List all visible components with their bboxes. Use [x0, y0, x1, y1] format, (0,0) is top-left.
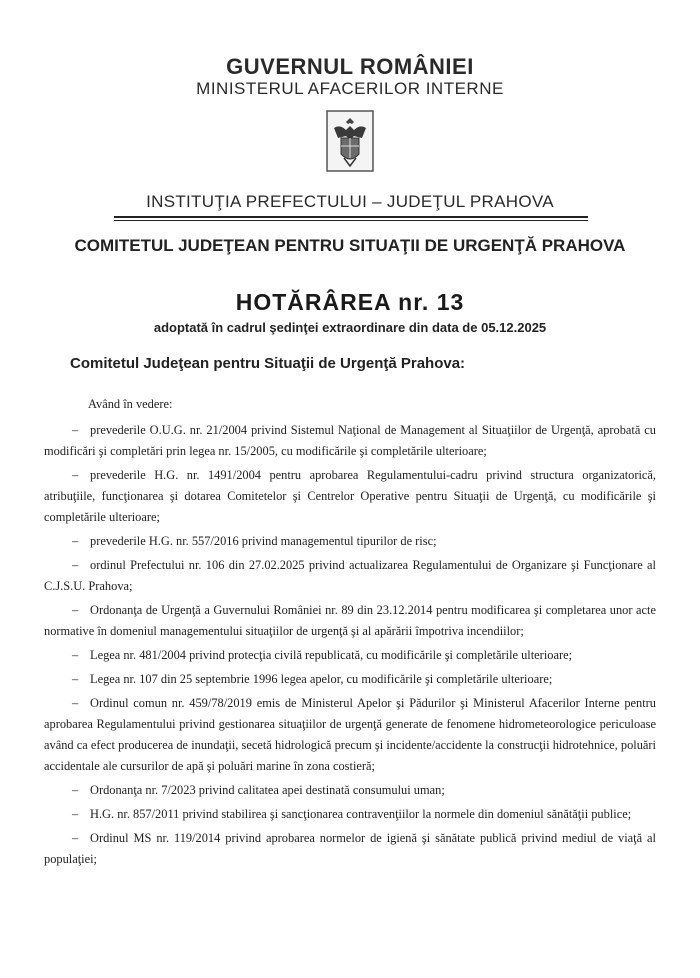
list-item: – prevederile O.U.G. nr. 21/2004 privind Sistemul Naţional de Management al Situaţiilor de Urgenţă, aprobată cu modificări şi completări prin legea nr. 15/2005, cu modificările şi completările ulterioare;	[44, 423, 656, 458]
list-item: – Ordonanţa nr. 7/2023 privind calitatea apei destinată consumului uman;	[72, 783, 445, 797]
list-item: – H.G. nr. 857/2011 privind stabilirea şi sancţionarea contravenţiilor la normele din domeniul sănătăţii publice;	[72, 807, 632, 821]
government-heading: GUVERNUL ROMÂNIEI	[226, 54, 474, 79]
list-item: – Legea nr. 481/2004 privind protecţia civilă republicată, cu modificările şi completările ulterioare;	[72, 648, 573, 662]
considering-label: Având în vedere:	[88, 397, 173, 411]
romania-coat-of-arms-icon	[326, 110, 374, 172]
list-item: – Legea nr. 107 din 25 septembrie 1996 legea apelor, cu modificările şi completările ulterioare;	[72, 672, 553, 686]
decision-title-text: HOTĂRÂREA nr. 13	[235, 289, 465, 315]
list-item-text: prevederile H.G. nr. 557/2016 privind managementul tipurilor de risc;	[90, 534, 437, 548]
list-item: – ordinul Prefectului nr. 106 din 27.02.2025 privind actualizarea Regulamentului de Organizare şi Funcţionare al C.J.S.U. Prahova;	[44, 558, 656, 593]
list-item-text: Legea nr. 107 din 25 septembrie 1996 legea apelor, cu modificările şi completările ulterioare;	[90, 672, 553, 686]
header-divider-thin	[114, 220, 588, 221]
list-item: – Ordonanţa de Urgenţă a Guvernului României nr. 89 din 23.12.2014 pentru modificarea şi completarea unor acte normative în domeniul managementului situaţiilor de urgenţă şi al apărării împotriva incendiilor;	[44, 603, 656, 638]
decision-title	[0, 289, 700, 316]
list-item: – prevederile H.G. nr. 1491/2004 pentru aprobarea Regulamentului-cadru privind structura organizatorică, atribuţiile, funcţionarea şi dotarea Comitetelor şi Centrelor Operative pentru Situaţii de Urgenţă, cu modificările şi completările ulterioare;	[44, 468, 656, 524]
list-item-text: H.G. nr. 857/2011 privind stabilirea şi sancţionarea contravenţiilor la normele din domeniul sănătăţii publice;	[90, 807, 632, 821]
decision-intro: Comitetul Judeţean pentru Situaţii de Urgenţă Prahova:	[70, 355, 466, 372]
list-item-text: Ordonanţa nr. 7/2023 privind calitatea apei destinată consumului uman;	[90, 783, 445, 797]
list-item-text: Legea nr. 481/2004 privind protecţia civilă republicată, cu modificările şi completările ulterioare;	[90, 648, 573, 662]
ministry-heading: MINISTERUL AFACERILOR INTERNE	[196, 79, 504, 98]
list-item: – Ordinul MS nr. 119/2014 privind aprobarea normelor de igienă şi sănătate publică privind mediul de viaţă al populaţiei;	[44, 831, 656, 866]
list-item-text: prevederile O.U.G. nr. 21/2004 privind Sistemul Naţional de Management al Situaţiilor de Urgenţă, aprobată cu modificări şi completări prin legea nr. 15/2005, cu modificările şi completările ulterioare;	[44, 423, 656, 458]
list-item: – Ordinul comun nr. 459/78/2019 emis de Ministerul Apelor şi Pădurilor şi Ministerul Afacerilor Interne pentru aprobarea Regulamentului privind gestionarea situaţiilor de urgenţă generate de fenomene hidrometeorologice periculoase având ca efect producerea de inundaţii, secetă hidrologică precum şi incidente/accidente la construcţii hidrotehnice, poluări accidentale ale cursurilor de apă şi poluări marine în zona costieră;	[44, 696, 656, 773]
header-divider-thick	[114, 216, 588, 218]
committee-heading: COMITETUL JUDEŢEAN PENTRU SITUAŢII DE URGENŢĂ PRAHOVA	[74, 236, 626, 255]
list-item-text: Ordinul comun nr. 459/78/2019 emis de Ministerul Apelor şi Pădurilor şi Ministerul Afacerilor Interne pentru aprobarea Regulamentului privind gestionarea situaţiilor de urgenţă generate de fenomene hidrometeorologice periculoase având ca efect producerea de inundaţii, secetă hidrologică precum şi incidente/accidente la construcţii hidrotehnice, poluări accidentale ale cursurilor de apă şi poluări marine în zona costieră;	[44, 696, 656, 773]
list-item-text: Ordonanţa de Urgenţă a Guvernului României nr. 89 din 23.12.2014 pentru modificarea şi completarea unor acte normative în domeniul managementului situaţiilor de urgenţă şi al apărării împotriva incendiilor;	[44, 603, 656, 638]
list-item-text: prevederile H.G. nr. 1491/2004 pentru aprobarea Regulamentului-cadru privind structura organizatorică, atribuţiile, funcţionarea şi dotarea Comitetelor şi Centrelor Operative pentru Situaţii de Urgenţă, cu modificările şi completările ulterioare;	[44, 468, 656, 524]
institution-heading: INSTITUŢIA PREFECTULUI – JUDEŢUL PRAHOVA	[146, 192, 554, 211]
list-item: – prevederile H.G. nr. 557/2016 privind managementul tipurilor de risc;	[72, 534, 437, 548]
list-item-text: Ordinul MS nr. 119/2014 privind aprobarea normelor de igienă şi sănătate publică privind mediul de viaţă al populaţiei;	[44, 831, 656, 866]
decision-subtitle: adoptată în cadrul şedinţei extraordinare din data de 05.12.2025	[153, 320, 547, 335]
list-item-text: ordinul Prefectului nr. 106 din 27.02.2025 privind actualizarea Regulamentului de Organizare şi Funcţionare al C.J.S.U. Prahova;	[44, 558, 656, 593]
document-body	[44, 394, 656, 873]
